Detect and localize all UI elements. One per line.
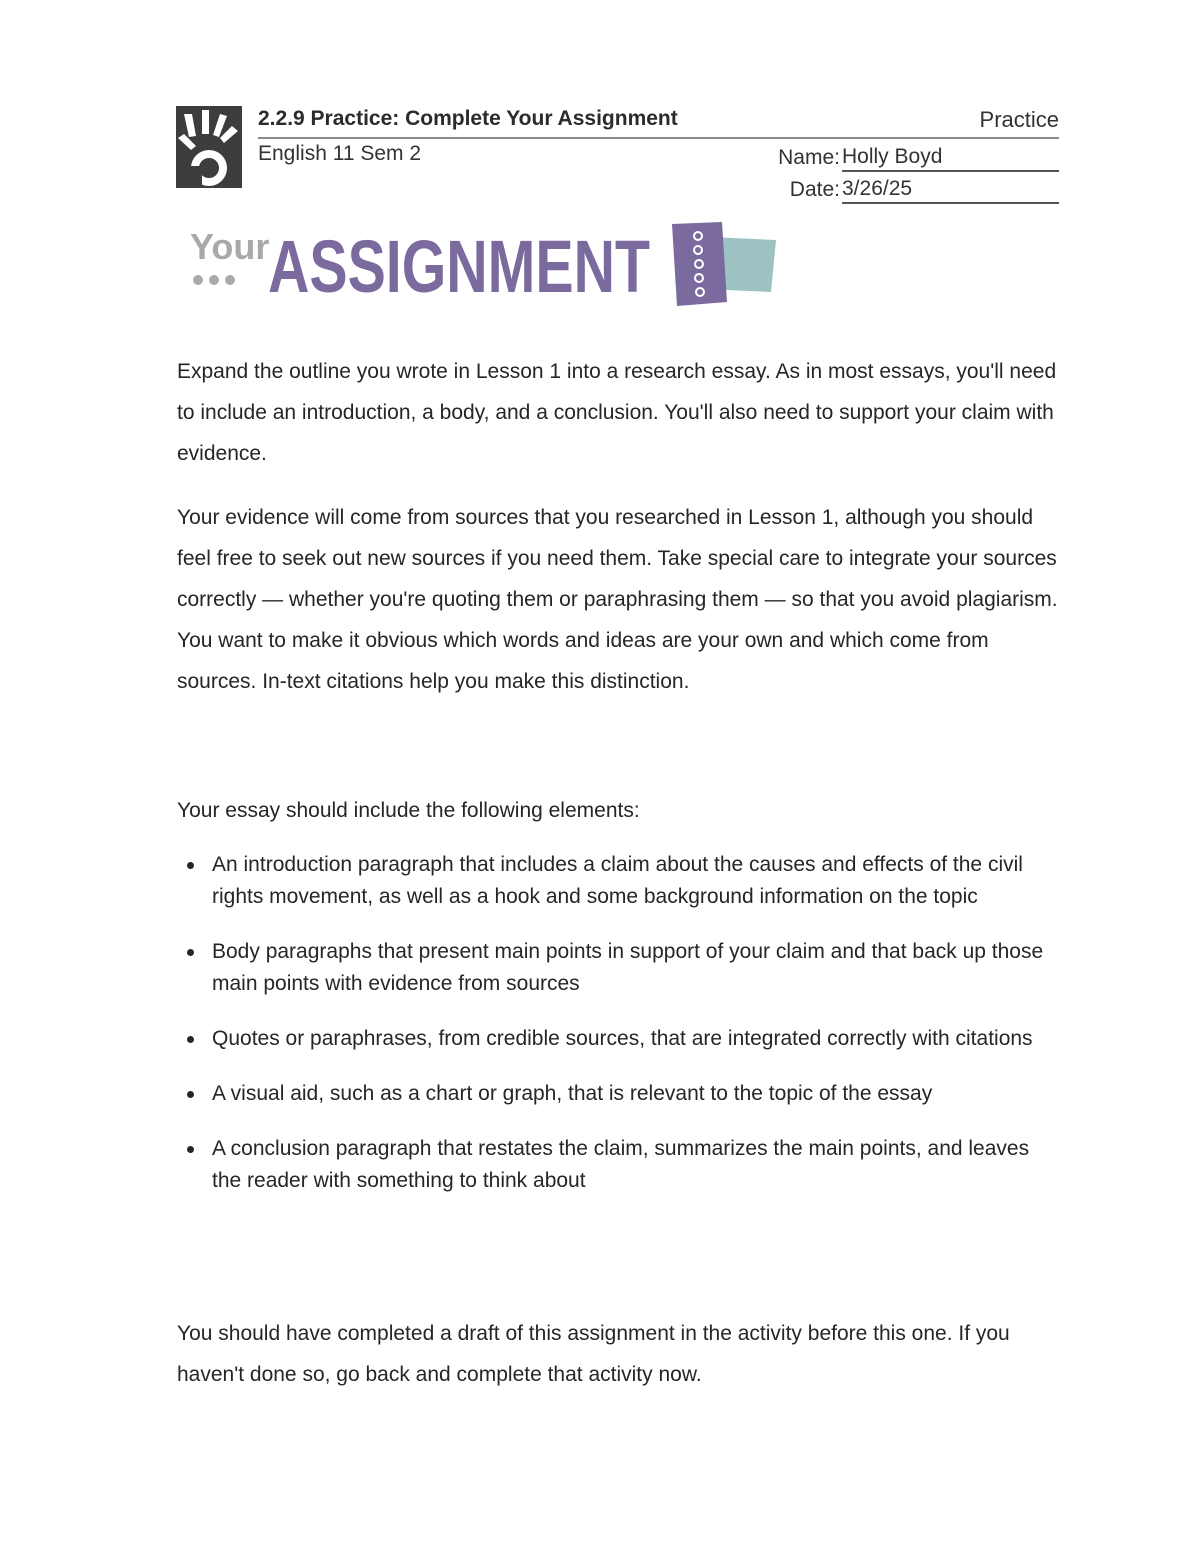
publisher-logo-icon: [176, 106, 242, 188]
bullet-icon: [187, 949, 194, 956]
list-item-text: An introduction paragraph that includes a claim about the causes and effects of the civil rights movement, as well as a hook and some background information on the topic: [212, 853, 1023, 908]
banner-your-text: Your: [190, 226, 270, 267]
banner-assignment-text: ASSIGNMENT: [268, 225, 650, 308]
bullet-icon: [187, 1146, 194, 1153]
requirements-list: [177, 849, 1062, 1220]
list-item-text: A visual aid, such as a chart or graph, that is relevant to the topic of the essay: [212, 1082, 933, 1105]
header-divider: [258, 137, 1059, 139]
list-item-text: Quotes or paraphrases, from credible sources, that are integrated correctly with citations: [212, 1027, 1033, 1050]
list-item: [177, 1078, 1062, 1110]
bullet-icon: [187, 1036, 194, 1043]
list-item-text: A conclusion paragraph that restates the claim, summarizes the main points, and leaves the reader with something to think about: [212, 1137, 1030, 1192]
list-item: [177, 1133, 1062, 1197]
course-name: English 11 Sem 2: [258, 142, 422, 165]
closing-paragraph: You should have completed a draft of this assignment in the activity before this one. If you haven't done so, go back and complete that activity now.: [177, 1322, 1010, 1386]
date-field: 3/26/25: [842, 177, 1059, 204]
list-item-text: Body paragraphs that present main points in support of your claim and that back up those main points with evidence from sources: [212, 940, 1044, 995]
list-item: [177, 936, 1062, 1000]
your-assignment-banner: [188, 214, 778, 310]
intro-paragraph: Expand the outline you wrote in Lesson 1 into a research essay. As in most essays, you'll need to include an introduction, a body, and a conclusion. You'll also need to support your claim with evidence.: [177, 360, 1057, 465]
list-intro: Your essay should include the following elements:: [177, 799, 640, 822]
date-label: Date:: [789, 178, 840, 201]
notebook-icon: [672, 222, 776, 306]
name-field: Holly Boyd: [842, 145, 1059, 172]
assignment-title: 2.2.9 Practice: Complete Your Assignment: [258, 107, 678, 130]
assignment-type-label: Practice: [979, 107, 1059, 132]
bullet-icon: [187, 1091, 194, 1098]
bullet-icon: [187, 862, 194, 869]
evidence-paragraph: Your evidence will come from sources that you researched in Lesson 1, although you should feel free to seek out new sources if you need them. Take special care to integrate your sources correctly — whether you're quoting them or paraphrasing them — so that you avoid plagiarism. You want to make it obvious which words and ideas are your own and which come from sources. In-text citations help you make this distinction.: [177, 506, 1058, 693]
list-item: [177, 849, 1062, 913]
name-label: Name:: [778, 146, 840, 169]
list-item: [177, 1023, 1062, 1055]
